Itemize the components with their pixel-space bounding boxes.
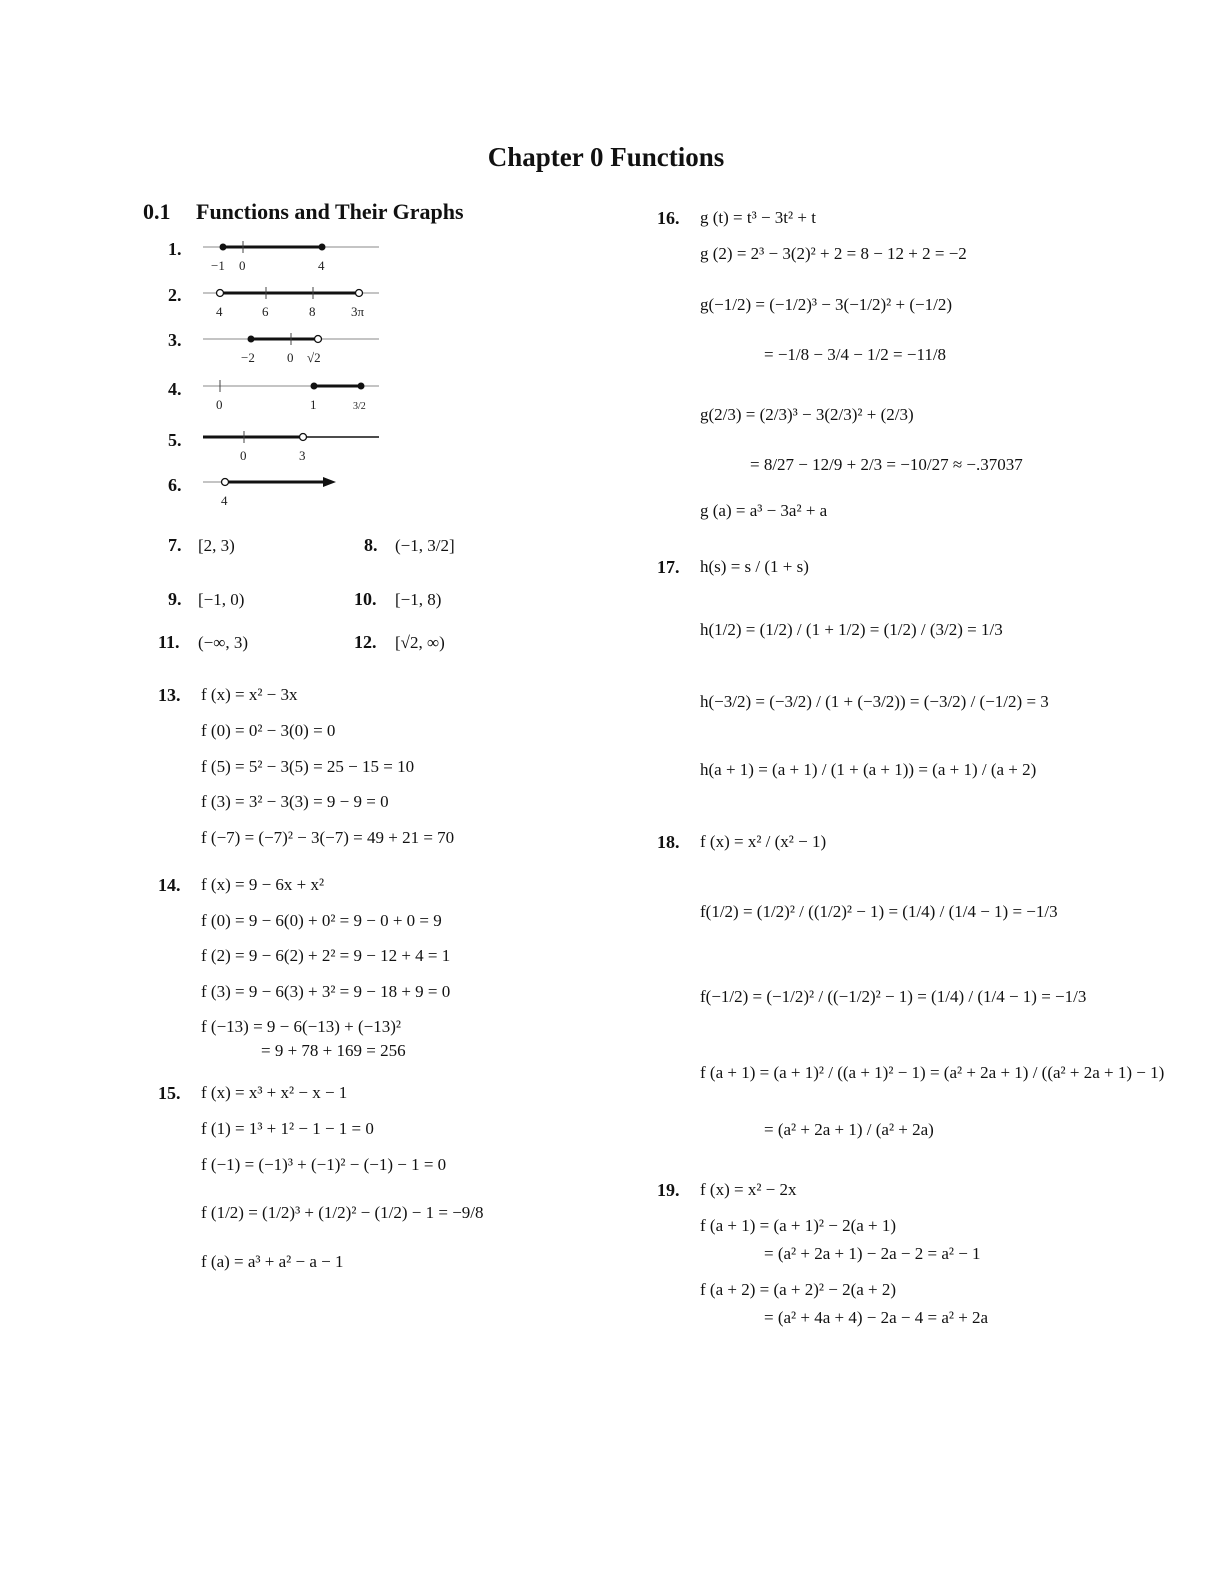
problem-number: 14. <box>158 875 181 895</box>
equation-line: g (2) = 2³ − 3(2)² + 2 = 8 − 12 + 2 = −2 <box>700 244 967 263</box>
equation-line: f (0) = 9 − 6(0) + 0² = 9 − 0 + 0 = 9 <box>201 911 442 930</box>
page-title: Chapter 0 Functions <box>487 142 725 172</box>
equation-line: = (a² + 2a + 1) − 2a − 2 = a² − 1 <box>764 1244 981 1263</box>
equation-line: g (t) = t³ − 3t² + t <box>700 208 816 227</box>
section-number: 0.1 <box>143 199 171 224</box>
equation-line: g(−1/2) = (−1/2)³ − 3(−1/2)² + (−1/2) <box>700 295 952 314</box>
problem-number: 4. <box>168 379 182 399</box>
problem-number: 11. <box>158 632 180 652</box>
problem-number: 6. <box>168 475 182 495</box>
equation-line: f (x) = 9 − 6x + x² <box>201 875 325 894</box>
equation-line: f (x) = x² / (x² − 1) <box>700 832 827 851</box>
equation-line: f (a) = a³ + a² − a − 1 <box>201 1252 344 1271</box>
equation-line: f (0) = 0² − 3(0) = 0 <box>201 721 336 740</box>
equation-line: = 9 + 78 + 169 = 256 <box>261 1041 406 1060</box>
problem-number: 18. <box>657 832 680 852</box>
tick-label: 0 <box>287 350 294 365</box>
equation-line: g (a) = a³ − 3a² + a <box>700 501 828 520</box>
equation-line: f(−1/2) = (−1/2)² / ((−1/2)² − 1) = (1/4) / (1/4 − 1) = −1/3 <box>700 987 1087 1006</box>
equation-line: h(s) = s / (1 + s) <box>700 557 809 576</box>
equation-line: f (3) = 3² − 3(3) = 9 − 9 = 0 <box>201 792 389 811</box>
equation-line: f (2) = 9 − 6(2) + 2² = 9 − 12 + 4 = 1 <box>201 946 451 965</box>
problem-number: 5. <box>168 430 182 450</box>
equation-line: = 8/27 − 12/9 + 2/3 = −10/27 ≈ −.37037 <box>750 455 1023 474</box>
equation-line: h(a + 1) = (a + 1) / (1 + (a + 1)) = (a + 1) / (a + 2) <box>700 760 1037 779</box>
equation-line: = (a² + 2a + 1) / (a² + 2a) <box>764 1120 934 1139</box>
problem-number: 19. <box>657 1180 680 1200</box>
tick-label: 3π <box>351 304 365 319</box>
problem-number: 15. <box>158 1083 181 1103</box>
tick-label: 6 <box>262 304 269 319</box>
equation-line: g(2/3) = (2/3)³ − 3(2/3)² + (2/3) <box>700 405 914 424</box>
tick-label: −1 <box>211 258 225 273</box>
equation-line: f (x) = x² − 2x <box>700 1180 797 1199</box>
problem-number: 16. <box>657 208 680 228</box>
equation-line: f (5) = 5² − 3(5) = 25 − 15 = 10 <box>201 757 415 776</box>
equation-line: = (a² + 4a + 4) − 2a − 4 = a² + 2a <box>764 1308 989 1327</box>
number-line-5 <box>203 428 379 463</box>
problem-number: 12. <box>354 632 377 652</box>
number-line-6 <box>203 473 379 508</box>
interval-answer: [2, 3) <box>198 536 235 555</box>
tick-label: √2 <box>307 350 321 365</box>
tick-label: 0 <box>216 397 223 412</box>
tick-label: 4 <box>221 493 228 508</box>
number-line-2 <box>203 284 379 319</box>
number-line-3 <box>203 330 379 365</box>
equation-line: f (−13) = 9 − 6(−13) + (−13)² <box>201 1017 401 1036</box>
problem-number: 9. <box>168 589 182 609</box>
problem-number: 17. <box>657 557 680 577</box>
equation-line: f (1/2) = (1/2)³ + (1/2)² − (1/2) − 1 = −9/8 <box>201 1203 484 1222</box>
equation-line: f (a + 1) = (a + 1)² − 2(a + 1) <box>700 1216 897 1235</box>
tick-label: 1 <box>310 397 317 412</box>
tick-label: 0 <box>240 448 247 463</box>
tick-label: 0 <box>239 258 246 273</box>
equation-line: f (x) = x² − 3x <box>201 685 298 704</box>
tick-label: 3/2 <box>353 401 366 412</box>
equation-line: h(−3/2) = (−3/2) / (1 + (−3/2)) = (−3/2) / (−1/2) = 3 <box>700 692 1049 711</box>
number-line-4 <box>203 377 379 412</box>
equation-line: f (x) = x³ + x² − x − 1 <box>201 1083 348 1102</box>
section-title: Functions and Their Graphs <box>196 199 464 224</box>
equation-line: = −1/8 − 3/4 − 1/2 = −11/8 <box>764 345 947 364</box>
interval-answer: [√2, ∞) <box>395 633 445 652</box>
problem-number: 13. <box>158 685 181 705</box>
interval-answer: (−∞, 3) <box>198 633 249 652</box>
tick-label: −2 <box>241 350 255 365</box>
tick-label: 4 <box>216 304 223 319</box>
equation-line: f (a + 2) = (a + 2)² − 2(a + 2) <box>700 1280 897 1299</box>
equation-line: f (−1) = (−1)³ + (−1)² − (−1) − 1 = 0 <box>201 1155 447 1174</box>
equation-line: f (1) = 1³ + 1² − 1 − 1 = 0 <box>201 1119 374 1138</box>
problem-number: 7. <box>168 535 182 555</box>
equation-line: f (a + 1) = (a + 1)² / ((a + 1)² − 1) = (a² + 2a + 1) / ((a² + 2a + 1) − 1) <box>700 1063 1165 1082</box>
tick-label: 8 <box>309 304 316 319</box>
equation-line: f (−7) = (−7)² − 3(−7) = 49 + 21 = 70 <box>201 828 455 847</box>
problem-number: 2. <box>168 285 182 305</box>
problem-number: 10. <box>354 589 377 609</box>
equation-line: f (3) = 9 − 6(3) + 3² = 9 − 18 + 9 = 0 <box>201 982 451 1001</box>
interval-answer: [−1, 8) <box>395 590 442 609</box>
equation-line: f(1/2) = (1/2)² / ((1/2)² − 1) = (1/4) / (1/4 − 1) = −1/3 <box>700 902 1058 921</box>
problem-number: 1. <box>168 239 182 259</box>
interval-answer: (−1, 3/2] <box>395 536 455 555</box>
problem-number: 3. <box>168 330 182 350</box>
interval-answer: [−1, 0) <box>198 590 245 609</box>
equation-line: h(1/2) = (1/2) / (1 + 1/2) = (1/2) / (3/2) = 1/3 <box>700 620 1003 639</box>
problem-number: 8. <box>364 535 378 555</box>
tick-label: 4 <box>318 258 325 273</box>
tick-label: 3 <box>299 448 306 463</box>
number-line-1 <box>203 238 379 273</box>
